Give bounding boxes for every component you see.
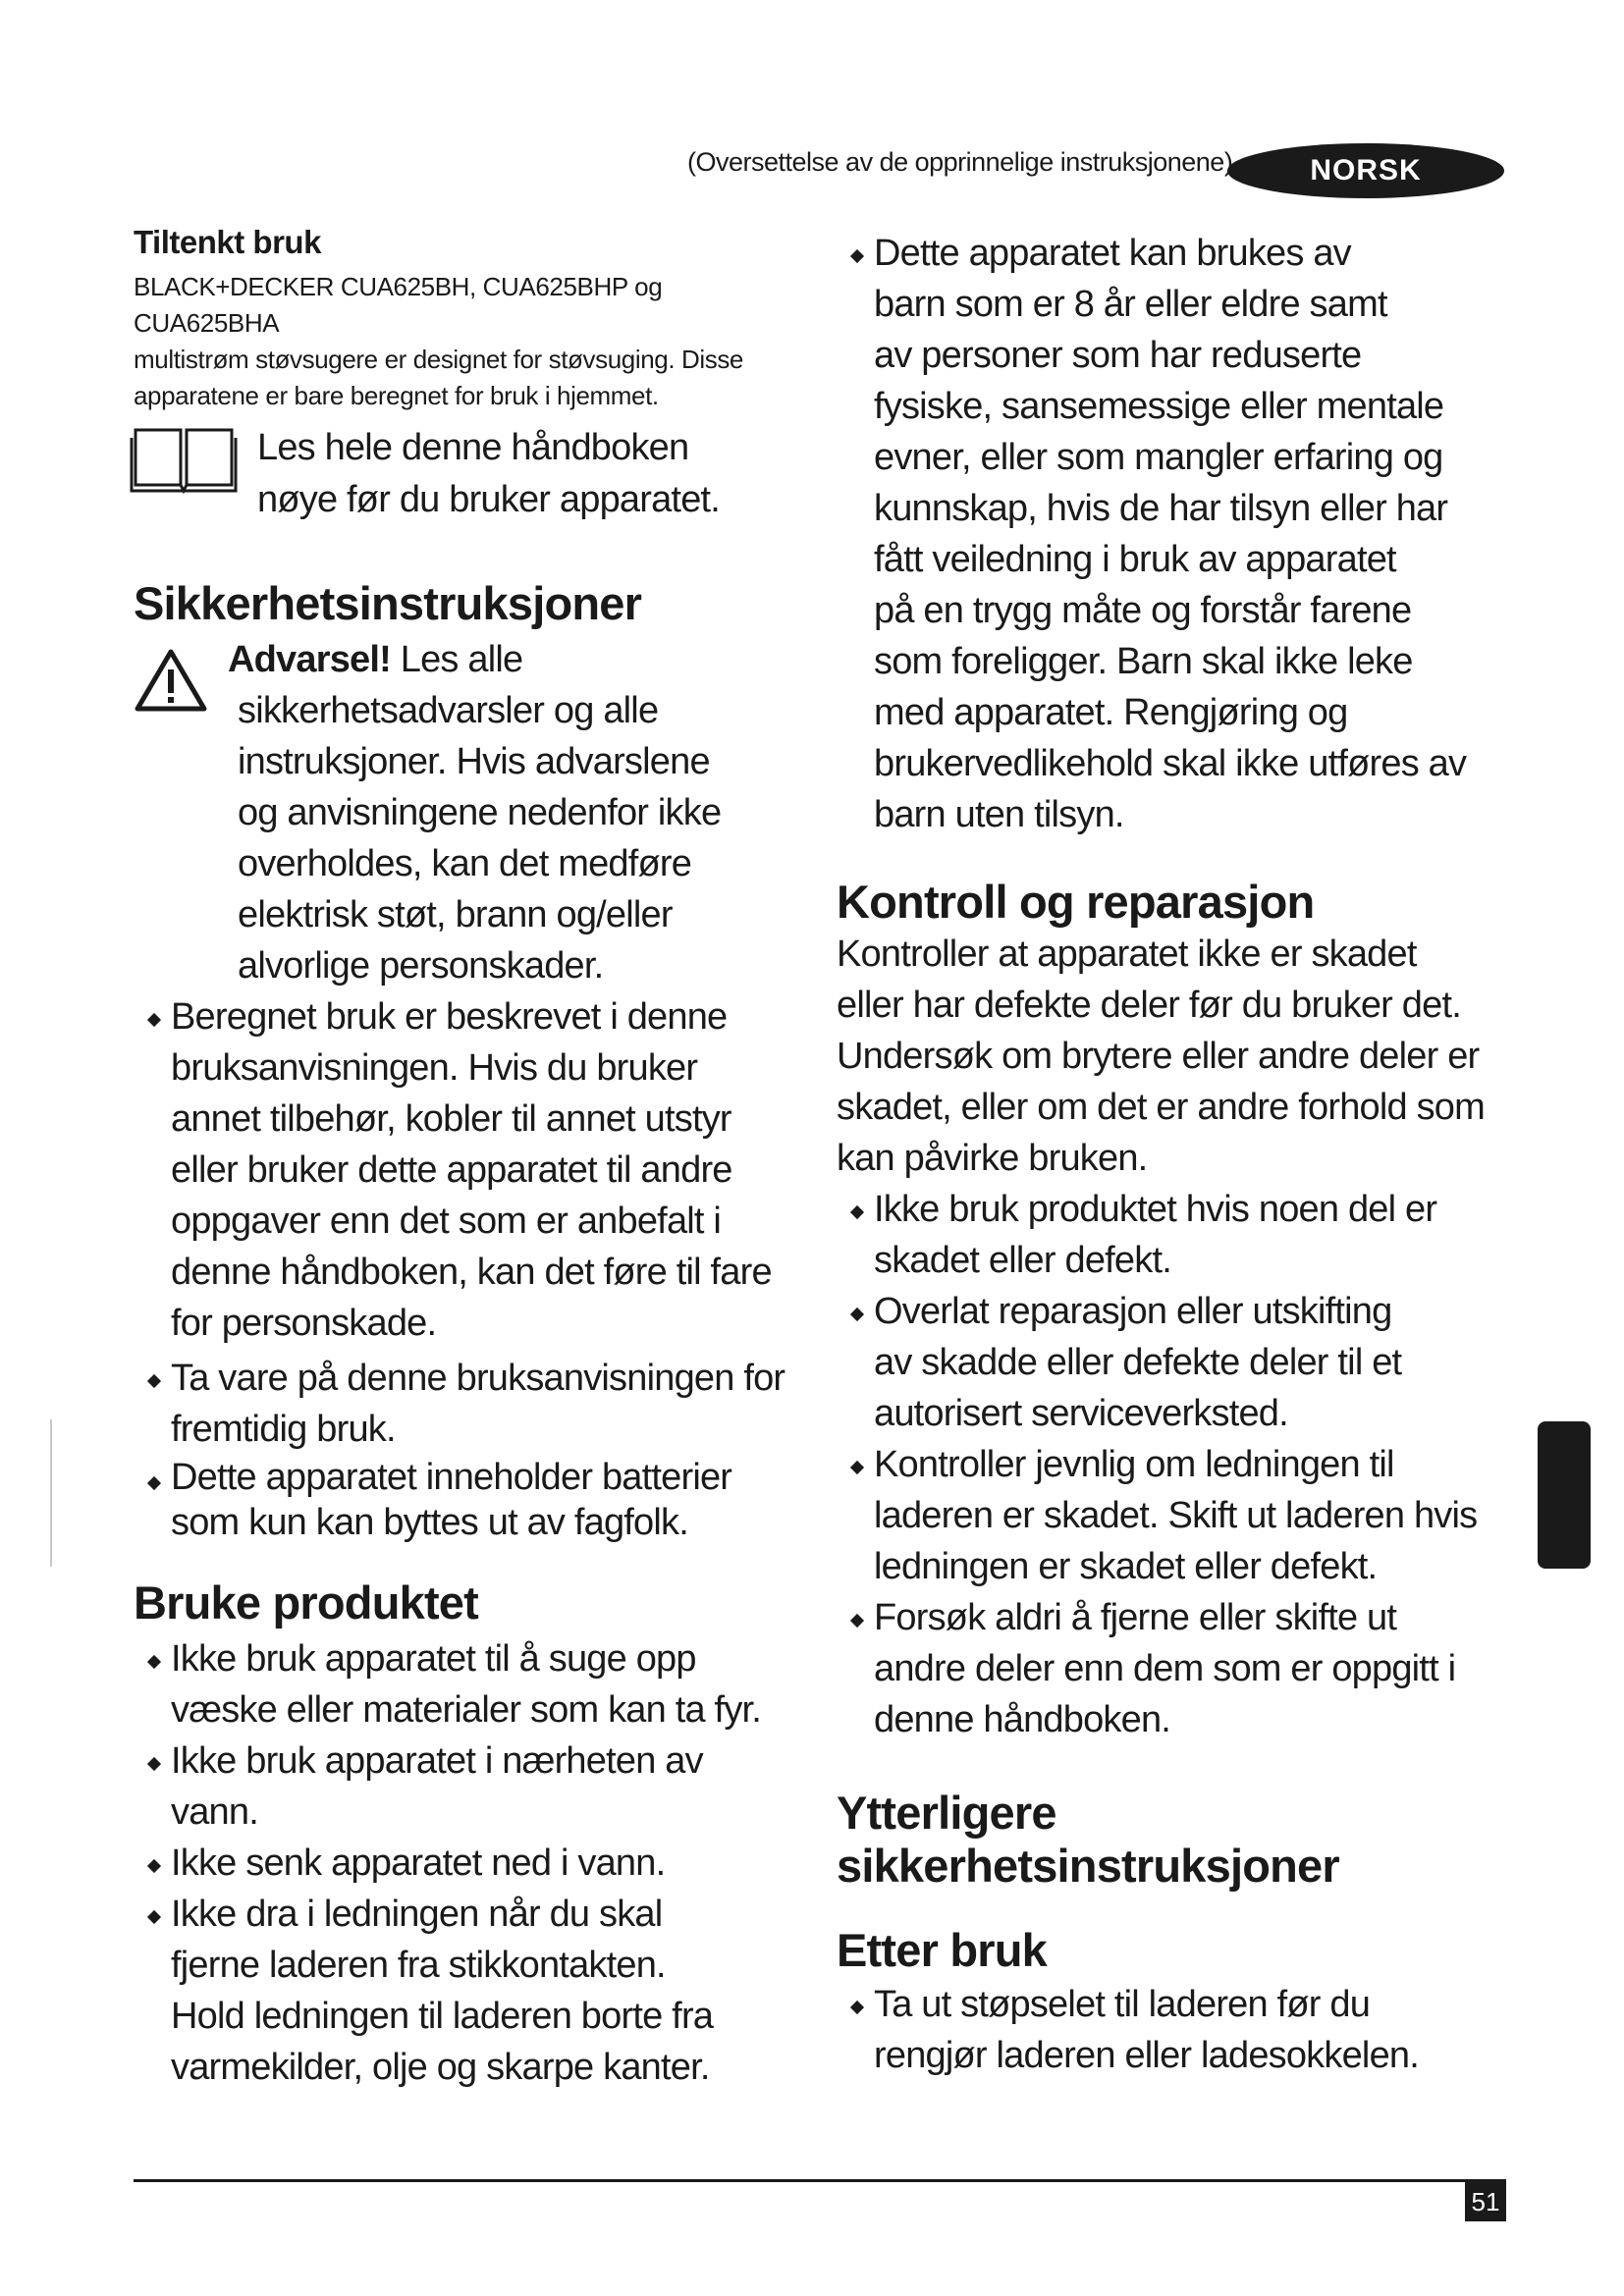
- text-line: Undersøk om brytere eller andre deler er: [837, 1036, 1480, 1077]
- text-line: barn uten tilsyn.: [874, 794, 1124, 835]
- margin-line: [50, 1419, 52, 1567]
- footer-rule: [134, 2179, 1506, 2182]
- text-line: kunnskap, hvis de har tilsyn eller har: [874, 488, 1448, 529]
- text-line: kan påvirke bruken.: [837, 1138, 1148, 1179]
- text-line: Forsøk aldri å fjerne eller skifte ut: [874, 1597, 1397, 1638]
- bullet-diamond-icon: [850, 2001, 864, 2014]
- text-line: Overlat reparasjon eller utskifting: [874, 1291, 1392, 1332]
- bullet-diamond-icon: [147, 1013, 161, 1027]
- text-line: fått veiledning i bruk av apparatet: [874, 539, 1396, 580]
- intended-use-text: [134, 269, 811, 414]
- text-line: Dette apparatet kan brukes av: [874, 233, 1351, 274]
- repair-text: [837, 929, 1485, 1184]
- after-use-heading: Etter bruk: [837, 1924, 1047, 1976]
- text-line: Les hele denne håndboken: [257, 427, 689, 468]
- text-line: varmekilder, olje og skarpe kanter.: [171, 2047, 710, 2088]
- text-line: fjerne laderen fra stikkontakten.: [171, 1945, 666, 1986]
- text-line: instruksjoner. Hvis advarslene: [238, 741, 710, 782]
- list-item: [134, 1633, 821, 1735]
- text-line: skadet, eller om det er andre forhold som: [837, 1087, 1485, 1128]
- text-line: væske eller materialer som kan ta fyr.: [171, 1689, 762, 1731]
- text-line: evner, eller som mangler erfaring og: [874, 437, 1443, 478]
- text-line: nøye før du bruker apparatet.: [257, 479, 721, 520]
- list-item: [837, 228, 1514, 840]
- section-tab: [1538, 1421, 1591, 1569]
- text-line: av skadde eller defekte deler til et: [874, 1342, 1402, 1383]
- translation-note: (Oversettelse av de opprinnelige instruksjonene): [687, 147, 1233, 177]
- text-line: Ta ut støpselet til laderen før du: [874, 1984, 1371, 2025]
- text-line: oppgaver enn det som er anbefalt i: [171, 1201, 722, 1242]
- after-use-bullets: [837, 1979, 1514, 2081]
- read-manual-note: [257, 422, 720, 526]
- additional-safety-heading: [837, 1787, 1339, 1893]
- text-line: Dette apparatet inneholder batterier: [171, 1457, 732, 1498]
- language-label: NORSK: [1310, 154, 1422, 187]
- repair-bullets: [837, 1184, 1514, 1745]
- text-line: Beregnet bruk er beskrevet i denne: [171, 996, 728, 1038]
- text-line: rengjør laderen eller ladesokkelen.: [874, 2035, 1419, 2076]
- bullet-diamond-icon: [850, 249, 864, 263]
- text-line: bruksanvisningen. Hvis du bruker: [171, 1047, 698, 1089]
- use-heading: Bruke produktet: [134, 1576, 478, 1629]
- text-line: denne håndboken, kan det føre til fare: [171, 1252, 772, 1293]
- list-item: [134, 991, 821, 1349]
- text-line: Ikke dra i ledningen når du skal: [171, 1894, 663, 1935]
- warning-triangle-icon: [134, 648, 208, 713]
- text-line: [228, 634, 522, 685]
- text-line: av personer som har reduserte: [874, 335, 1362, 376]
- page-number: 51: [1465, 2182, 1506, 2221]
- list-item: [837, 1979, 1514, 2081]
- language-badge: [1227, 143, 1504, 198]
- warning-body: [238, 685, 721, 991]
- book-icon: [130, 420, 238, 495]
- text-line: som foreligger. Barn skal ikke leke: [874, 641, 1413, 682]
- bullet-diamond-icon: [850, 1308, 864, 1321]
- text-line: ledningen er skadet eller defekt.: [874, 1546, 1378, 1587]
- text-line: apparatene er bare beregnet for bruk i hjemmet.: [134, 381, 659, 410]
- text-line: laderen er skadet. Skift ut laderen hvis: [874, 1495, 1478, 1536]
- text-line: autorisert serviceverksted.: [874, 1393, 1288, 1434]
- text-line: Kontroller at apparatet ikke er skadet: [837, 934, 1417, 975]
- text-line: på en trygg måte og forstår farene: [874, 590, 1412, 631]
- list-item: [134, 1838, 821, 1889]
- text-line: eller har defekte deler før du bruker det.: [837, 985, 1461, 1026]
- intended-use-heading: Tiltenkt bruk: [134, 224, 321, 260]
- repair-heading: Kontroll og reparasjon: [837, 876, 1315, 928]
- text-line: Ikke bruk produktet hvis noen del er: [874, 1189, 1437, 1230]
- bullet-diamond-icon: [850, 1461, 864, 1474]
- text-line: med apparatet. Rengjøring og: [874, 692, 1348, 733]
- text-line: andre deler enn dem som er oppgitt i: [874, 1648, 1456, 1689]
- safety-bullets: [134, 991, 821, 1545]
- text-line: elektrisk støt, brann og/eller: [238, 894, 673, 935]
- list-item: [837, 1592, 1514, 1745]
- text-line: vann.: [171, 1791, 258, 1833]
- text-line: skadet eller defekt.: [874, 1240, 1171, 1281]
- text-line: Ikke senk apparatet ned i vann.: [171, 1842, 666, 1884]
- text-line: Hold ledningen til laderen borte fra: [171, 1996, 714, 2037]
- bullet-diamond-icon: [147, 1757, 161, 1771]
- list-item: [837, 1184, 1514, 1286]
- text-line: fremtidig bruk.: [171, 1409, 396, 1450]
- text-line: som kun kan byttes ut av fagfolk.: [171, 1502, 688, 1543]
- bullet-diamond-icon: [850, 1205, 864, 1219]
- text-line: sikkerhetsadvarsler og alle: [238, 690, 659, 731]
- list-item: [134, 1455, 821, 1545]
- heading-line: Ytterligere: [837, 1787, 1056, 1839]
- bullet-diamond-icon: [147, 1374, 161, 1388]
- text-line: denne håndboken.: [874, 1699, 1171, 1740]
- bullet-diamond-icon: [147, 1476, 161, 1490]
- children-bullet: [837, 228, 1514, 840]
- text-line: eller bruker dette apparatet til andre: [171, 1149, 732, 1191]
- list-item: [134, 1735, 821, 1838]
- text-line: fysiske, sansemessige eller mentale: [874, 386, 1444, 427]
- safety-heading: Sikkerhetsinstruksjoner: [134, 577, 642, 629]
- text-line: BLACK+DECKER CUA625BH, CUA625BHP og CUA625BHA: [134, 272, 663, 338]
- list-item: [837, 1286, 1514, 1439]
- text-line: for personskade.: [171, 1303, 437, 1344]
- bullet-diamond-icon: [147, 1859, 161, 1873]
- use-bullets: [134, 1633, 821, 2093]
- text-line: brukervedlikehold skal ikke utføres av: [874, 743, 1467, 784]
- list-item: [134, 1889, 821, 2093]
- text-line: og anvisningene nedenfor ikke: [238, 792, 722, 833]
- text-line: multistrøm støvsugere er designet for støvsuging. Disse: [134, 345, 743, 374]
- text-line: barn som er 8 år eller eldre samt: [874, 284, 1387, 325]
- text-line: annet tilbehør, kobler til annet utstyr: [171, 1098, 731, 1140]
- warning-first-line: Les alle: [391, 639, 523, 680]
- heading-line: sikkerhetsinstruksjoner: [837, 1840, 1339, 1892]
- text-line: Kontroller jevnlig om ledningen til: [874, 1444, 1394, 1485]
- warning-label: Advarsel!: [228, 639, 391, 680]
- text-line: Ta vare på denne bruksanvisningen for: [171, 1358, 785, 1399]
- bullet-diamond-icon: [147, 1910, 161, 1924]
- text-line: Ikke bruk apparatet til å suge opp: [171, 1638, 696, 1680]
- text-line: alvorlige personskader.: [238, 945, 604, 987]
- bullet-diamond-icon: [850, 1614, 864, 1628]
- list-item: [837, 1439, 1514, 1592]
- warning-text: [228, 634, 522, 685]
- bullet-diamond-icon: [147, 1655, 161, 1669]
- text-line: overholdes, kan det medføre: [238, 843, 692, 884]
- list-item: [134, 1353, 821, 1455]
- text-line: Ikke bruk apparatet i nærheten av: [171, 1740, 703, 1782]
